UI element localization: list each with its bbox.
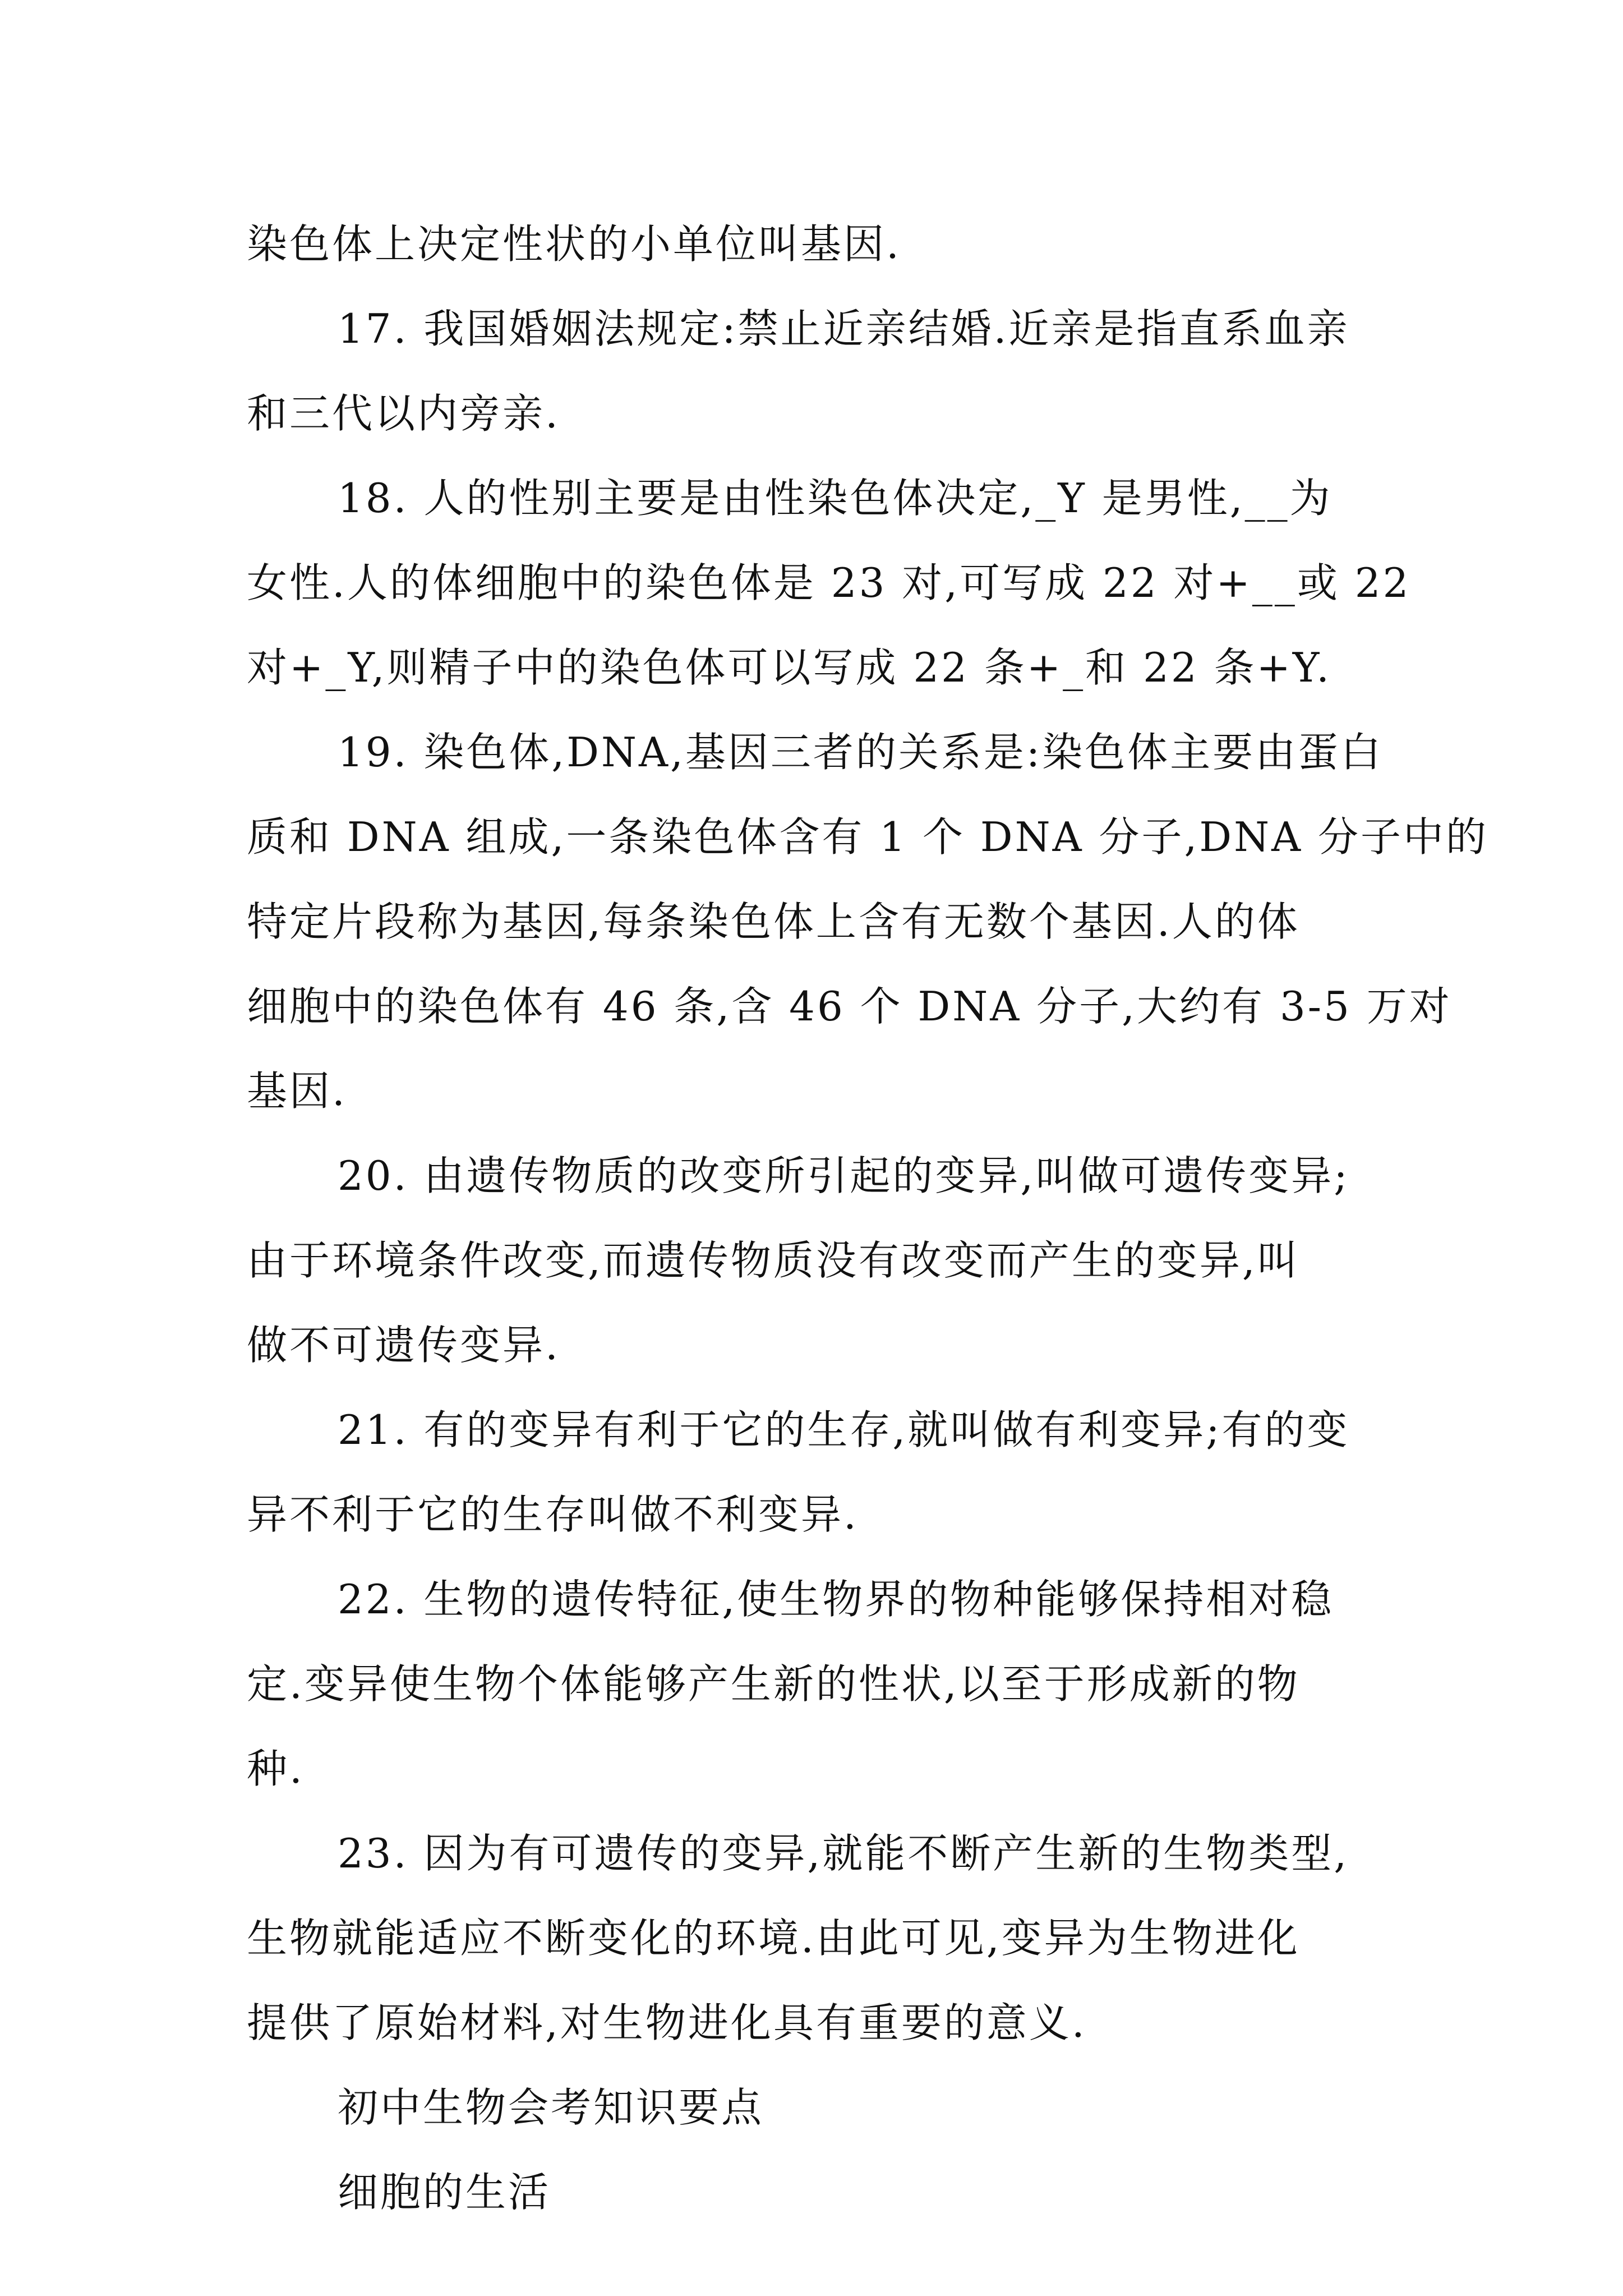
text-line: 染色体上决定性状的小单位叫基因. <box>247 220 901 268</box>
text-line-item-17: 17. 我国婚姻法规定:禁止近亲结婚.近亲是指直系血亲 <box>338 305 1350 352</box>
text-line: 种. <box>247 1745 305 1792</box>
text-line: 做不可遗传变异. <box>247 1322 560 1369</box>
text-line-item-20: 20. 由遗传物质的改变所引起的变异,叫做可遗传变异; <box>338 1152 1350 1199</box>
text-line: 和三代以内旁亲. <box>247 390 560 437</box>
text-line: 女性.人的体细胞中的染色体是 23 对,可写成 22 对+__或 22 <box>247 559 1411 606</box>
document-body <box>247 202 1488 2235</box>
text-line: 特定片段称为基因,每条染色体上含有无数个基因.人的体 <box>247 898 1300 945</box>
text-line: 提供了原始材料,对生物进化具有重要的意义. <box>247 1999 1087 2046</box>
text-line-item-19: 19. 染色体,DNA,基因三者的关系是:染色体主要由蛋白 <box>338 729 1384 776</box>
text-line: 细胞中的染色体有 46 条,含 46 个 DNA 分子,大约有 3-5 万对 <box>247 983 1452 1030</box>
text-line: 定.变异使生物个体能够产生新的性状,以至于形成新的物 <box>247 1660 1300 1708</box>
text-line-item-18: 18. 人的性别主要是由性染色体决定,_Y 是男性,__为 <box>338 475 1332 522</box>
text-line-item-23: 23. 因为有可遗传的变异,就能不断产生新的生物类型, <box>338 1830 1349 1877</box>
text-line: 基因. <box>247 1068 347 1115</box>
text-line: 对+_Y,则精子中的染色体可以写成 22 条+_和 22 条+Y. <box>247 644 1332 691</box>
text-line: 生物就能适应不断变化的环境.由此可见,变异为生物进化 <box>247 1915 1300 1962</box>
text-line-item-21: 21. 有的变异有利于它的生存,就叫做有利变异;有的变 <box>338 1406 1350 1453</box>
text-line-item-22: 22. 生物的遗传特征,使生物界的物种能够保持相对稳 <box>338 1576 1334 1623</box>
text-line: 异不利于它的生存叫做不利变异. <box>247 1491 859 1538</box>
text-line: 质和 DNA 组成,一条染色体含有 1 个 DNA 分子,DNA 分子中的 <box>247 813 1488 861</box>
subsection-heading: 细胞的生活 <box>338 2169 551 2216</box>
section-heading: 初中生物会考知识要点 <box>338 2084 764 2131</box>
text-line: 由于环境条件改变,而遗传物质没有改变而产生的变异,叫 <box>247 1237 1300 1284</box>
